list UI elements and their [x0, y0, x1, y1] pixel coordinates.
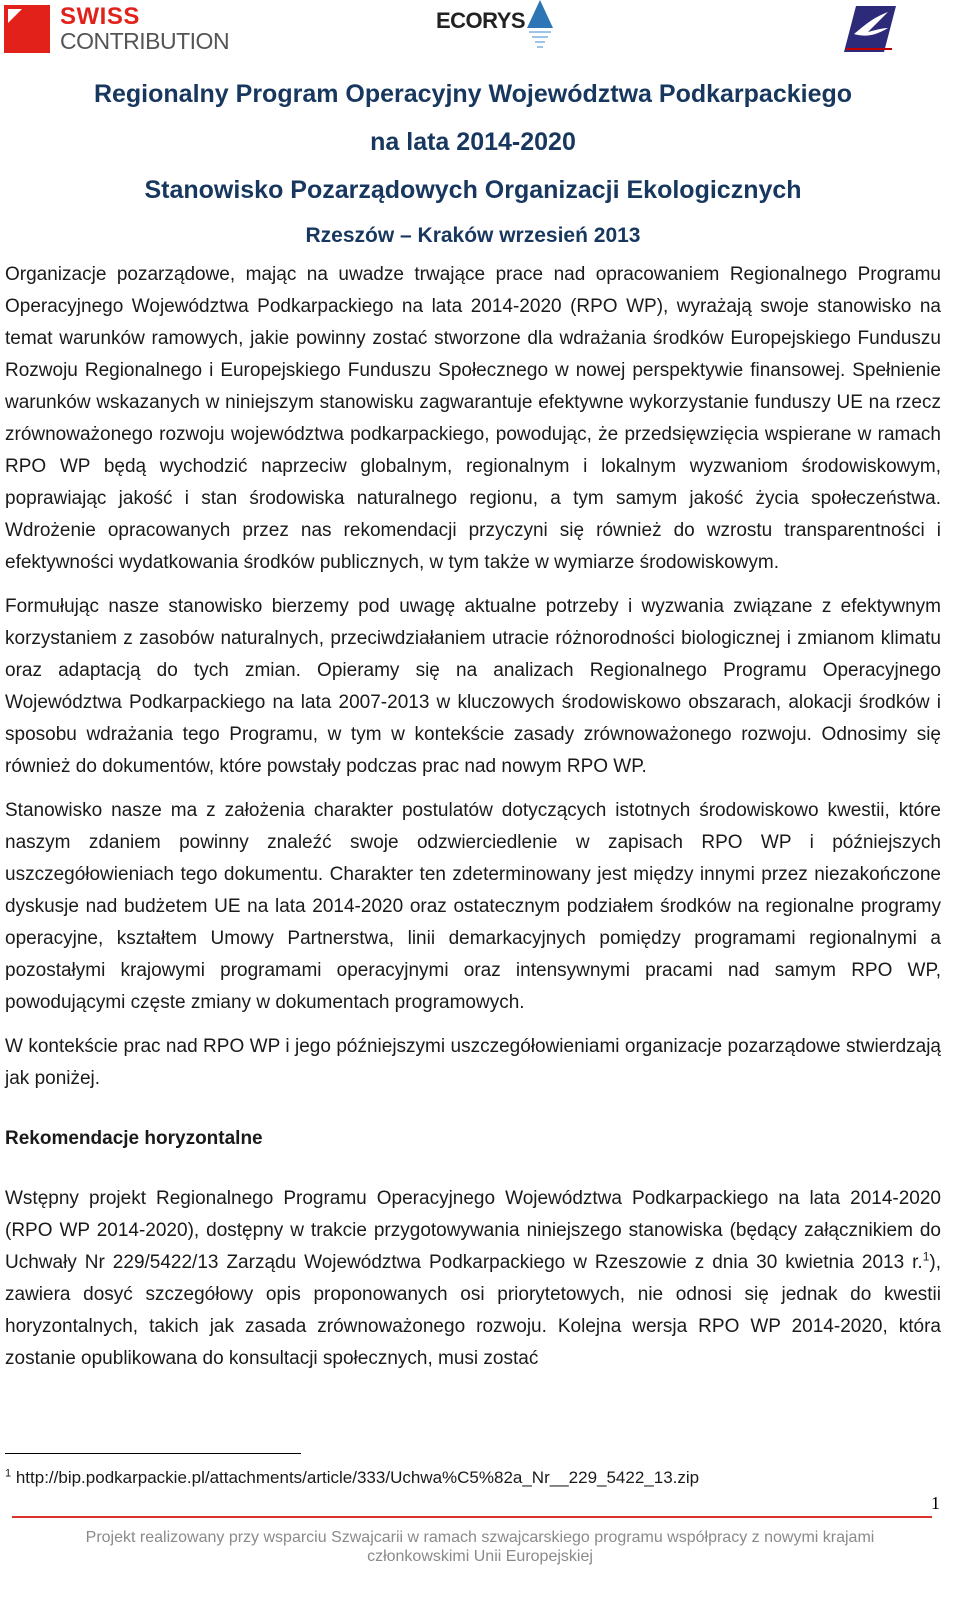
footnote-reference-1[interactable]: 1 [922, 1249, 930, 1264]
footer-line2: członkowskimi Unii Europejskiej [367, 1548, 593, 1565]
document-title-line1: Regionalny Program Operacyjny Województwa Podkarpackiego [93, 80, 853, 108]
swiss-logo-line2: CONTRIBUTION [60, 28, 230, 54]
paragraph-5-part-a: Wstępny projekt Regionalnego Programu Operacyjnego Województwa Podkarpackiego na lata 2014-2020 (RPO WP 2014-2020), dostępny w trakcie przygotowywania niniejszego stanowiska (będący załącznikiem do Uchwały Nr 229/5422/13 Zarządu Województwa Podkarpackiego w Rzeszowie z dnia 30 kwietnia 2013 r. [5, 1188, 941, 1273]
page-number: 1 [931, 1493, 940, 1513]
section-heading: Rekomendacje horyzontalne [5, 1128, 263, 1149]
paragraph-5-part-b: ), zawiera dosyć szczegółowy opis proponowanych osi priorytetowych, nie odnosi się jednak do kwestii horyzontalnych, takich jak zasada zrównoważonego rozwoju. Kolejna wersja RPO WP 2014-2020, która zostanie opublikowana do konsultacji społecznych, musi zostać [5, 1252, 941, 1369]
footer-line1: Projekt realizowany przy wsparciu Szwajcarii w ramach szwajcarskiego programu współpracy z nowymi krajami [85, 1529, 875, 1546]
paragraph-4: W kontekście prac nad RPO WP i jego późniejszymi uszczegółowieniami organizacje pozarządowe stwierdzają jak poniżej. [5, 1036, 941, 1089]
document-title-line2: na lata 2014-2020 [370, 128, 576, 156]
ecorys-sail-icon [527, 0, 553, 56]
page-footer [0, 1528, 960, 1566]
eagle-icon [838, 4, 900, 56]
document-title-block [0, 70, 946, 258]
footnote-1 [5, 1468, 699, 1488]
swiss-flag-icon [4, 5, 50, 53]
ecorys-logo [436, 0, 553, 56]
document-body [5, 259, 941, 1375]
document-place-date: Rzeszów – Kraków wrzesień 2013 [305, 224, 641, 247]
footnote-separator [5, 1453, 301, 1454]
footer-divider [12, 1516, 932, 1518]
paragraph-1: Organizacje pozarządowe, mając na uwadze trwające prace nad opracowaniem Regionalnego Programu Operacyjnego Województwa Podkarpackiego na lata 2014-2020 (RPO WP), wyrażają swoje stanowisko na temat warunków ramowych, jakie powinny zostać stworzone dla wdrażania środków Europejskiego Funduszu Rozwoju Regionalnego i Europejskiego Funduszu Społecznego w nowej perspektywie finansowej. Spełnienie warunków wskazanych w niniejszym stanowisku zagwarantuje efektywne wykorzystanie funduszy UE na rzecz zrównoważonego rozwoju województwa podkarpackiego, powodując, że przedsięwzięcia wspierane w ramach RPO WP będą wychodzić naprzeciw globalnym, regionalnym i lokalnym wyzwaniom środowiskowym, poprawiając jakość i stan środowiska naturalnego regionu, a tym samym jakość życia społeczeństwa. Wdrożenie opracowanych przez nas rekomendacji przyczyni się również do wzrostu transparentności i efektywności wydatkowania środków publicznych, w tym także w wymiarze środowiskowym. [5, 264, 941, 573]
paragraph-3: Stanowisko nasze ma z założenia charakter postulatów dotyczących istotnych środowiskowo kwestii, które naszym zdaniem powinny znaleźć swoje odzwierciedlenie w zapisach RPO WP i późniejszych uszczegółowieniach tego dokumentu. Charakter ten zdeterminowany jest między innymi przez niezakończone dyskusje nad budżetem UE na lata 2014-2020 oraz ostatecznym podziałem środków na regionalne programy operacyjne, kształtem Umowy Partnerstwa, linii demarkacyjnych pomiędzy programami regionalnymi a pozostałymi krajowymi programami operacyjnymi oraz intensywnymi pracami nad samym RPO WP, powodującymi częste zmiany w dokumentach programowych. [5, 800, 941, 1013]
swiss-contribution-logo [4, 5, 229, 53]
footnote-number: 1 [5, 1467, 12, 1480]
eagle-organization-logo [838, 4, 900, 61]
swiss-logo-text [60, 5, 229, 53]
footnote-link[interactable]: http://bip.podkarpackie.pl/attachments/article/333/Uchwa%C5%82a_Nr__229_5422_13.zip [11, 1468, 700, 1487]
swiss-logo-line1: SWISS [60, 3, 140, 30]
document-subtitle: Stanowisko Pozarządowych Organizacji Ekologicznych [144, 176, 802, 204]
paragraph-2: Formułując nasze stanowisko bierzemy pod uwagę aktualne potrzeby i wyzwania związane z efektywnym korzystaniem z zasobów naturalnych, przeciwdziałaniem utracie różnorodności biologicznej i zmianom klimatu oraz adaptacją do tych zmian. Opieramy się na analizach Regionalnego Programu Operacyjnego Województwa Podkarpackiego na lata 2007-2013 w kluczowych środowiskowo obszarach, alokacji środków i sposobu wdrażania tego Programu, w tym w kontekście zasady zrównoważonego rozwoju. Odnosimy się również do dokumentów, które powstały podczas prac nad nowym RPO WP. [5, 596, 941, 777]
ecorys-logo-text: ECORYS [436, 8, 526, 33]
paragraph-5 [5, 1183, 941, 1375]
page-header [0, 0, 960, 62]
